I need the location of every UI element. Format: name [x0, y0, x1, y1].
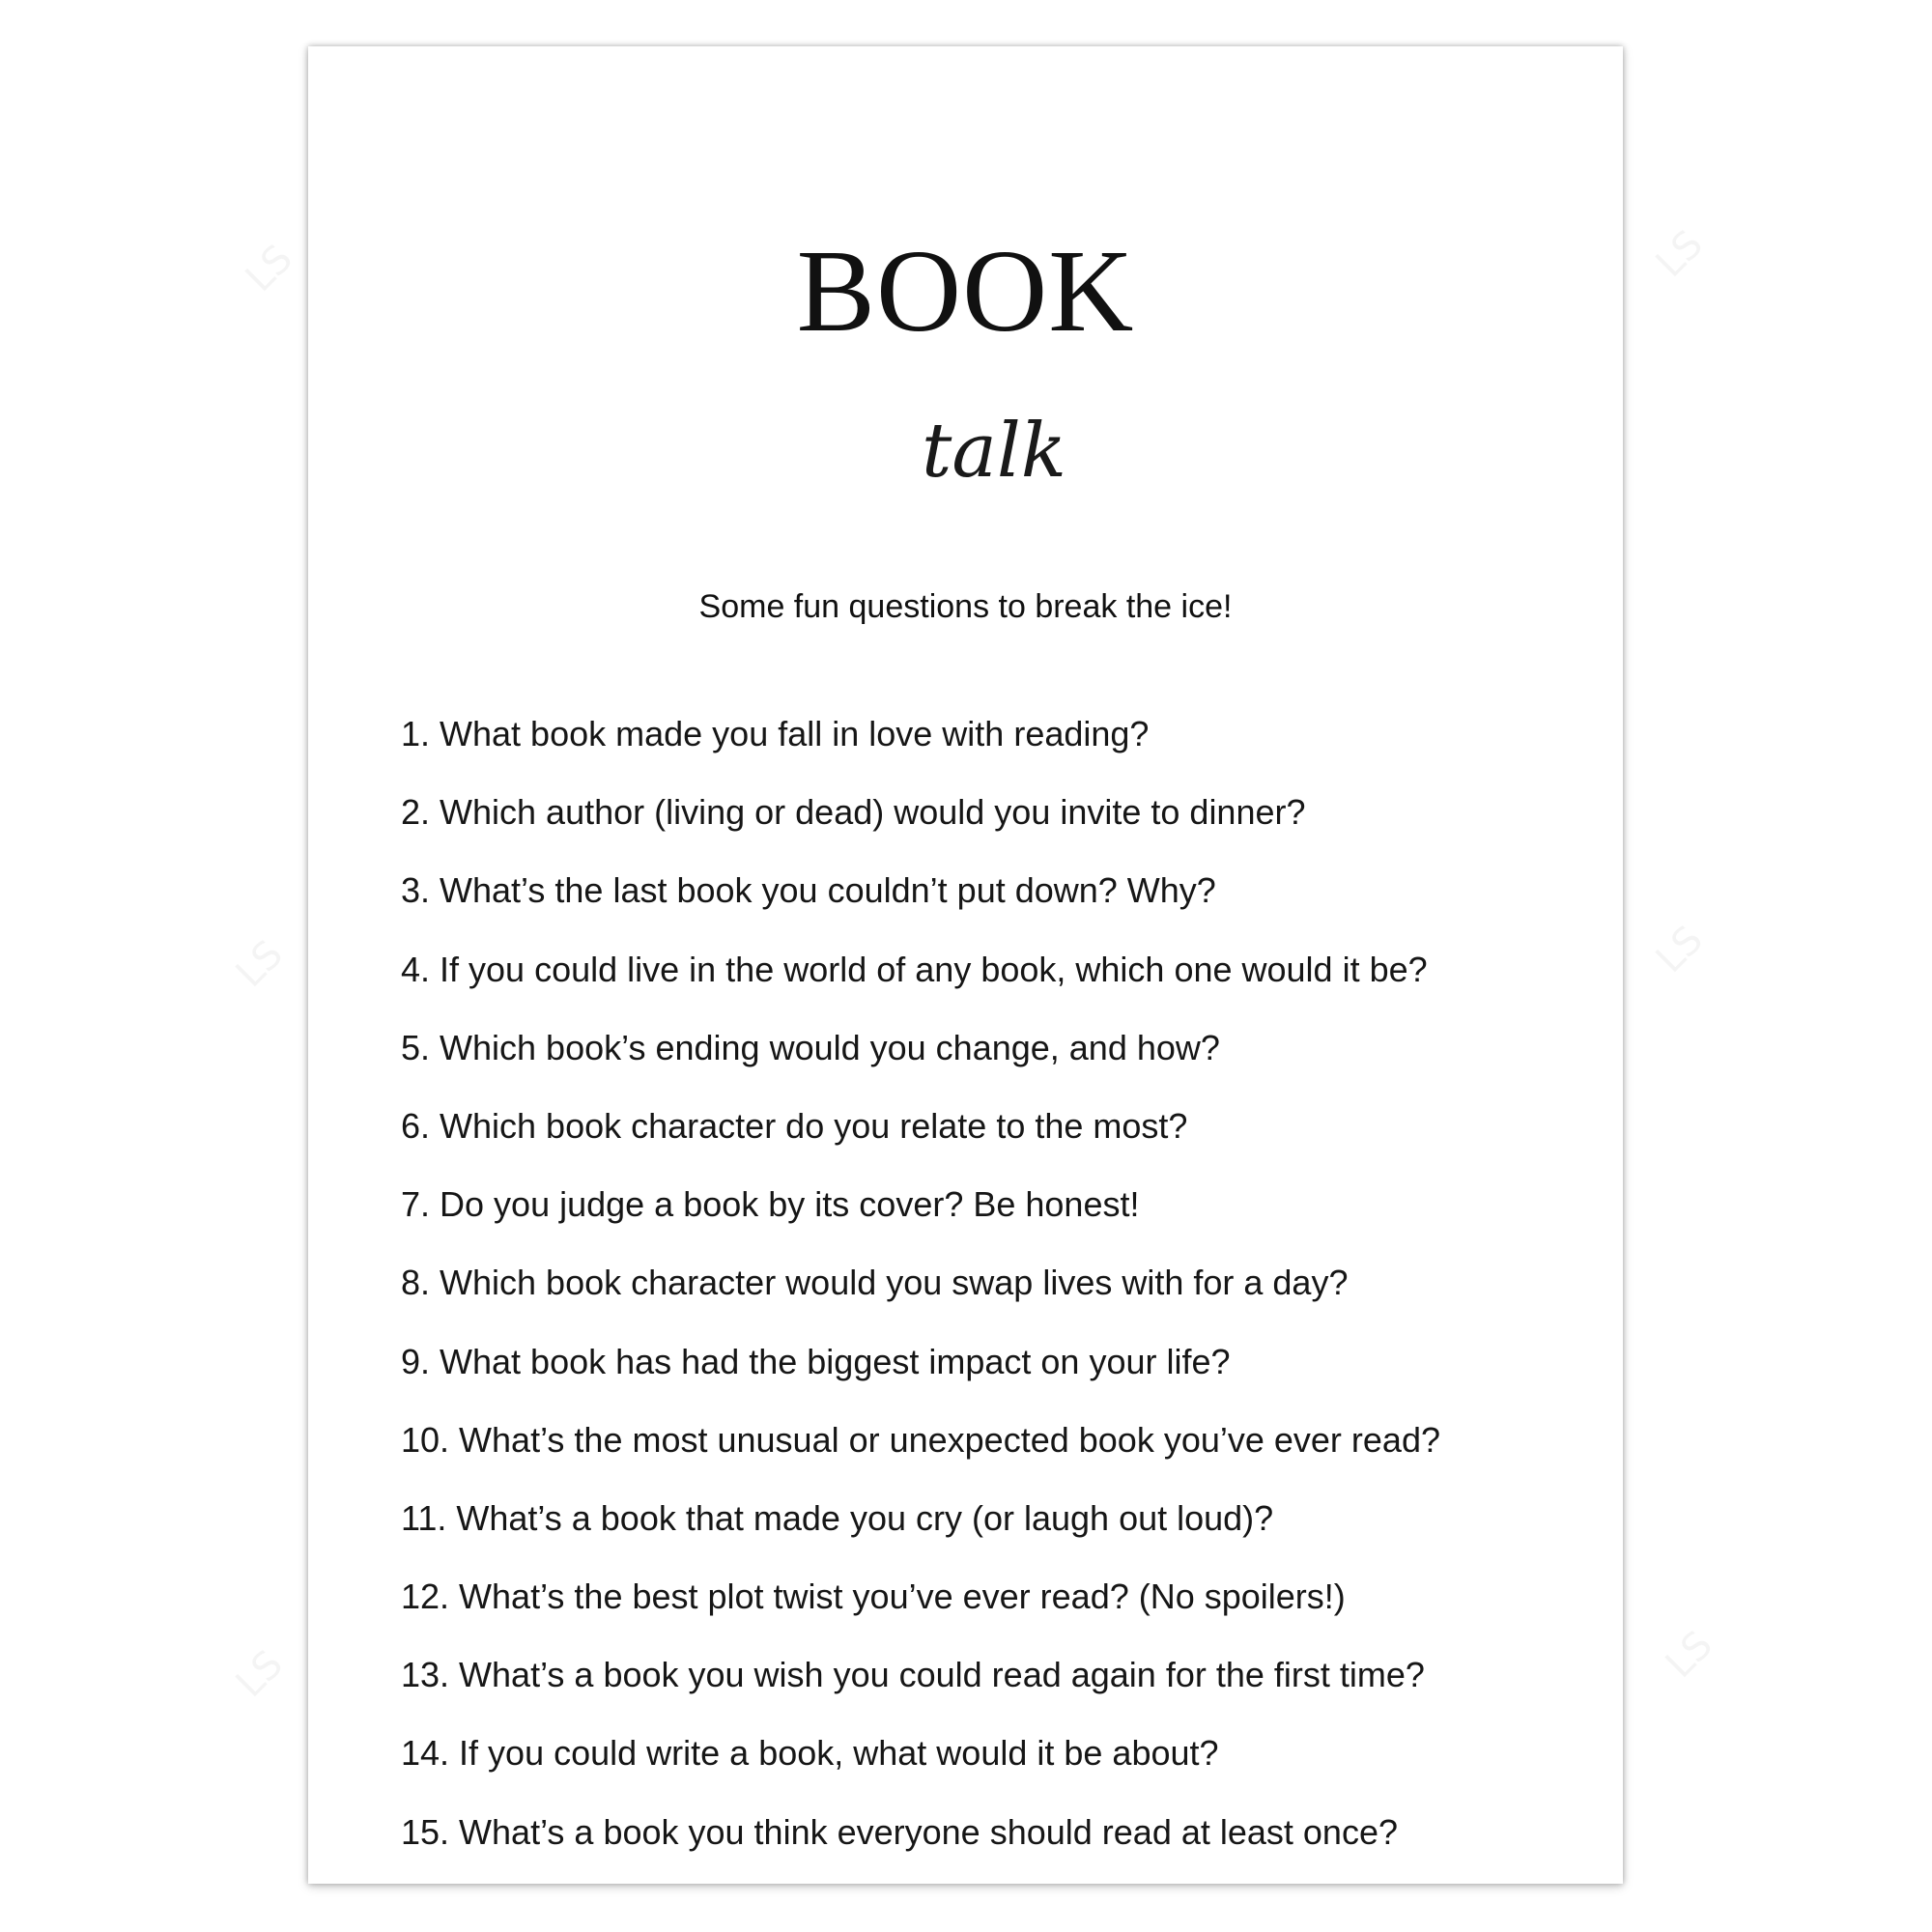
list-item: 10. What’s the most unusual or unexpected book you’ve ever read? [401, 1419, 1440, 1460]
list-item: 13. What’s a book you wish you could read again for the first time? [401, 1655, 1425, 1695]
watermark-logo [1648, 918, 1712, 981]
subtitle: Some fun questions to break the ice! [698, 588, 1233, 625]
watermark-logo [238, 237, 301, 300]
list-item: 9. What book has had the biggest impact on your life? [401, 1341, 1231, 1381]
list-item: 4. If you could live in the world of any book, which one would it be? [401, 949, 1428, 989]
watermark-logo [1648, 222, 1712, 286]
watermark-logo [228, 932, 292, 996]
watermark-logo [228, 1642, 292, 1706]
list-item: 3. What’s the last book you couldn’t put down? Why? [401, 870, 1216, 911]
list-item: 6. Which book character do you relate to the most? [401, 1105, 1188, 1146]
list-item: 1. What book made you fall in love with reading? [401, 714, 1150, 753]
question-list [401, 706, 1440, 1883]
list-item: 2. Which author (living or dead) would you invite to dinner? [401, 792, 1306, 833]
list-item: 8. Which book character would you swap lives with for a day? [401, 1263, 1349, 1303]
list-item: 7. Do you judge a book by its cover? Be honest! [401, 1184, 1140, 1225]
book-talk-card [308, 46, 1623, 1884]
list-item: 14. If you could write a book, what would it be about? [401, 1733, 1219, 1774]
list-item: 15. What’s a book you think everyone should read at least once? [401, 1811, 1398, 1852]
script-subtitle [849, 399, 1139, 510]
list-item: 11. What’s a book that made you cry (or laugh out loud)? [401, 1497, 1274, 1538]
list-item: 5. Which book’s ending would you change, and how? [401, 1027, 1220, 1067]
list-item: 12. What’s the best plot twist you’ve ever read? (No spoilers!) [401, 1577, 1346, 1617]
page-title: BOOK [796, 226, 1135, 356]
watermark-logo [1658, 1623, 1721, 1687]
script-word: talk [921, 408, 1067, 495]
